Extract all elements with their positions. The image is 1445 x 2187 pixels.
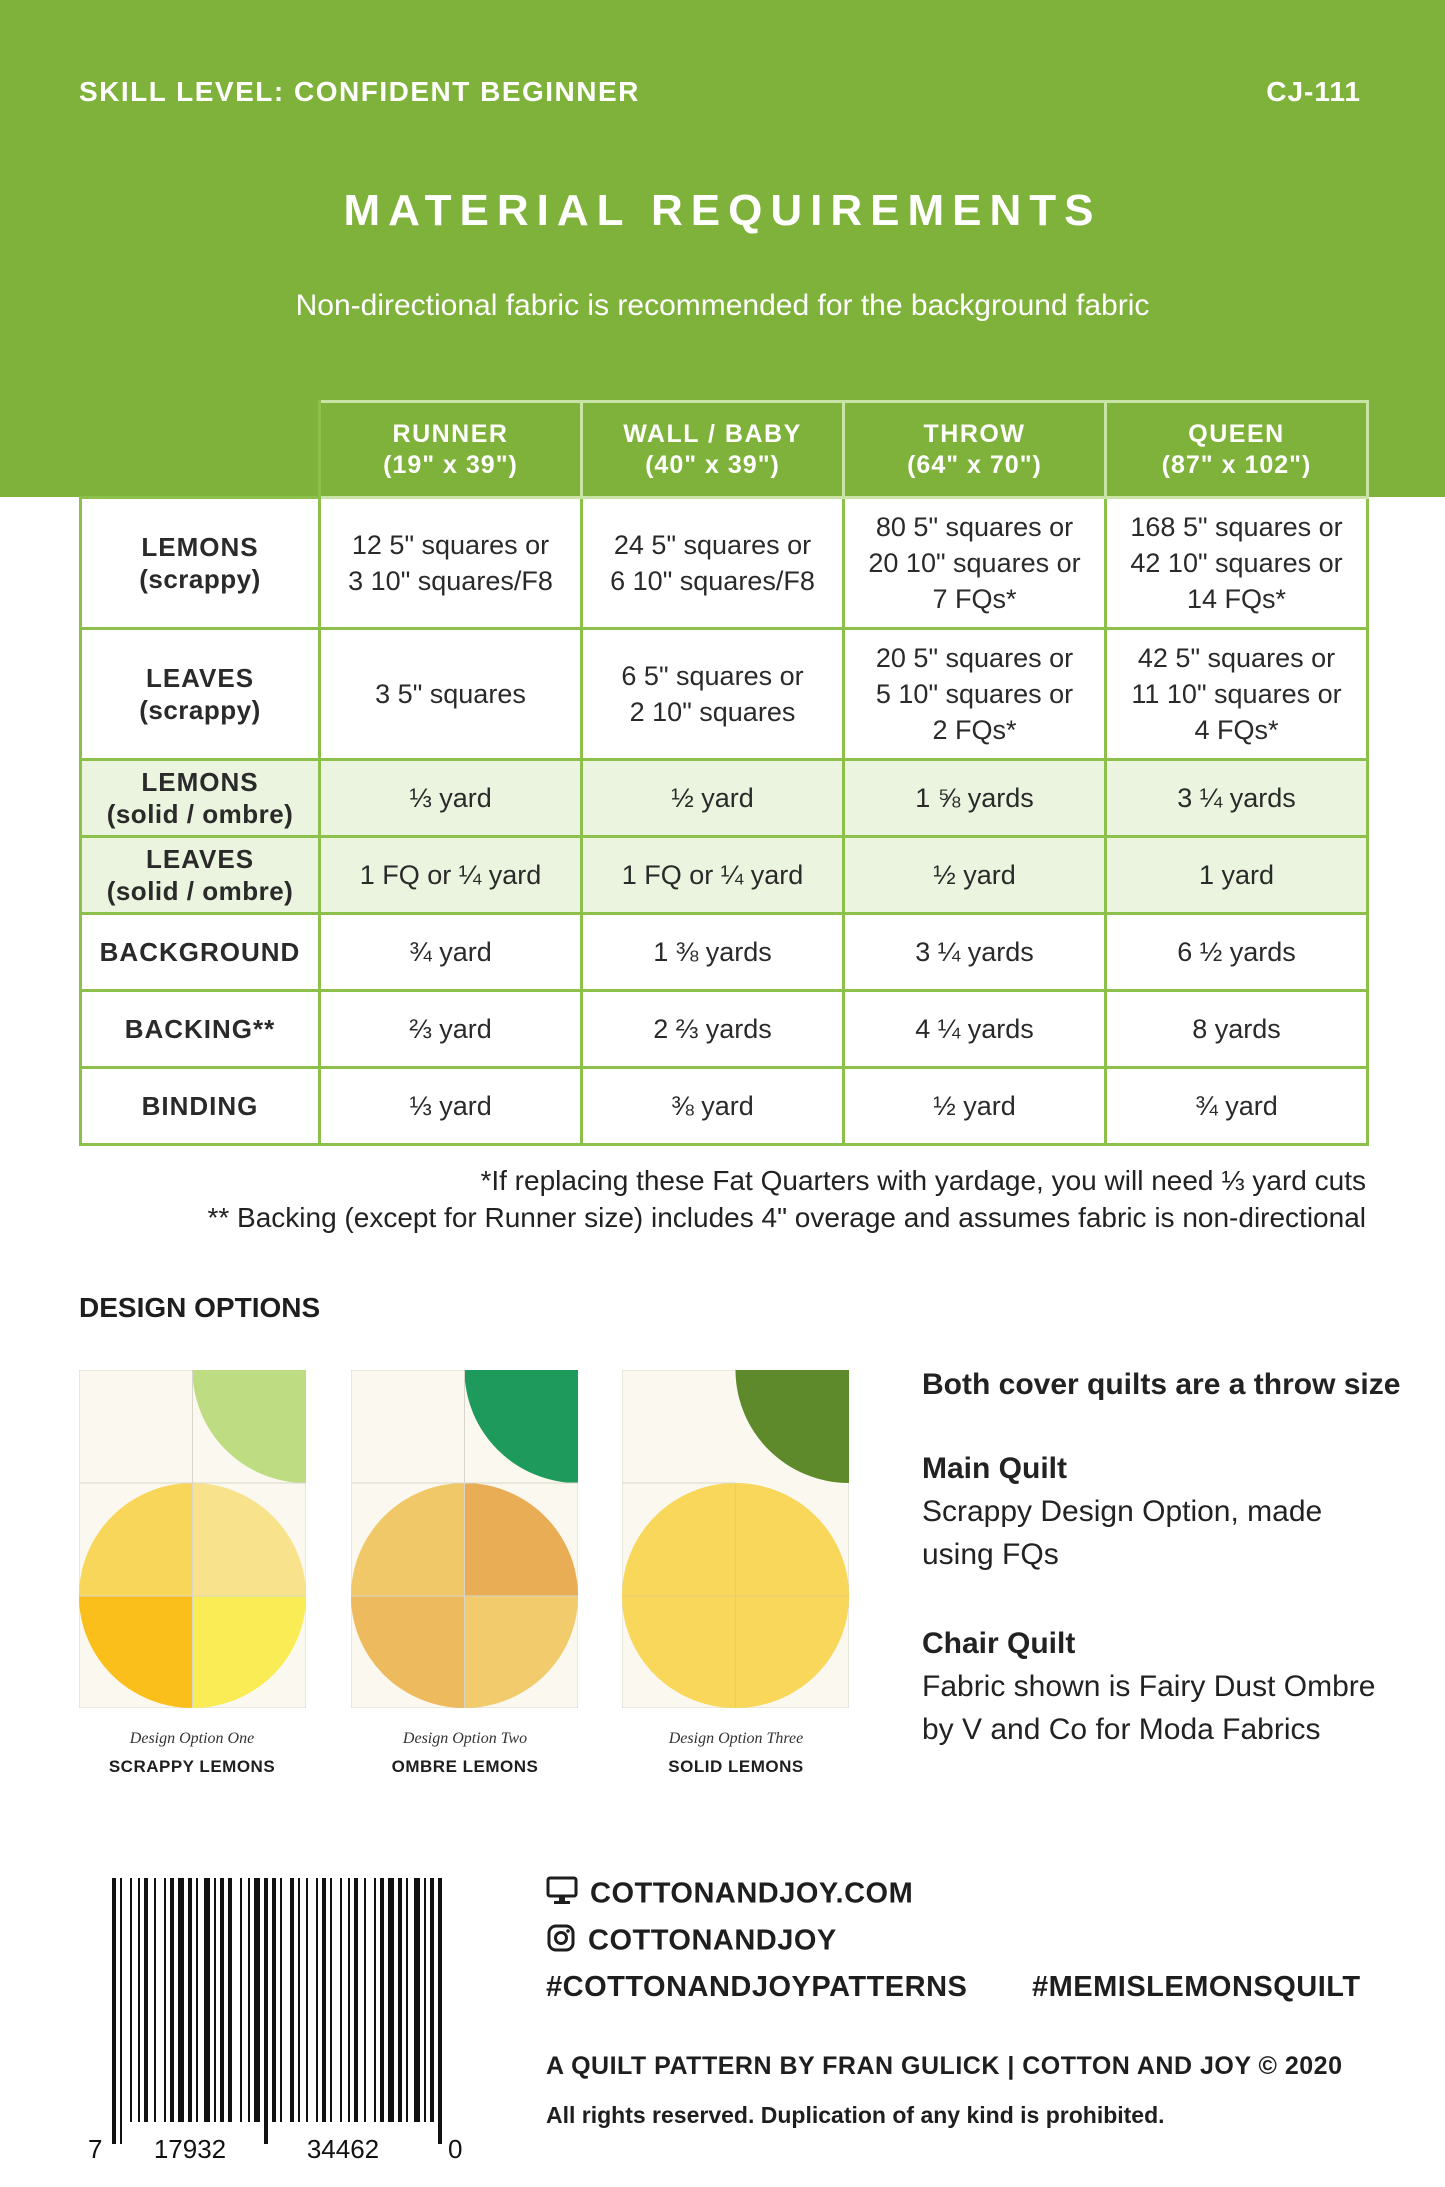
- table-row: [81, 760, 1368, 837]
- barcode-bar: [374, 1878, 376, 2122]
- table-row: [81, 498, 1368, 629]
- table-cell: [844, 991, 1106, 1068]
- barcode-bar: [388, 1878, 394, 2122]
- row-header: [81, 760, 320, 837]
- barcode-bar: [178, 1878, 184, 2122]
- cell-line: ¾ yard: [1195, 1091, 1278, 1121]
- pattern-code: CJ-111: [1266, 76, 1361, 107]
- rights-notice: All rights reserved. Duplication of any kind is prohibited.: [546, 2102, 1165, 2128]
- chair-quilt-line-1: Fabric shown is Fairy Dust Ombre: [922, 1670, 1376, 1703]
- cell-line: 1 FQ or ¼ yard: [621, 860, 804, 890]
- cell-line: 3 5" squares: [375, 679, 526, 709]
- barcode-bar: [348, 1878, 350, 2122]
- cell-line: ⅜ yard: [671, 1091, 754, 1121]
- table-cell: [1106, 837, 1368, 914]
- table-cell: [844, 914, 1106, 991]
- cell-line: 1 ⅜ yards: [653, 937, 772, 967]
- barcode-bar: [438, 1878, 442, 2144]
- row-label: BACKING**: [124, 1014, 276, 1044]
- cell-line: 6 5" squares or: [621, 661, 804, 691]
- hashtag-patterns: #COTTONANDJOYPATTERNS: [546, 1971, 968, 2003]
- table-cell: [844, 760, 1106, 837]
- barcode: [78, 1876, 478, 2166]
- row-sublabel: (scrappy): [139, 695, 261, 725]
- caption-option-one: [57, 1730, 327, 1777]
- cell-line: 8 yards: [1192, 1014, 1281, 1044]
- barcode-bar: [130, 1878, 132, 2122]
- caption-option-three-label: Design Option Three: [668, 1730, 804, 1747]
- cell-line: 11 10" squares or: [1131, 679, 1342, 709]
- table-cell: [320, 629, 582, 760]
- website-link[interactable]: [546, 1876, 913, 1914]
- cell-line: 2 FQs*: [932, 715, 1017, 745]
- cell-line: 42 5" squares or: [1137, 643, 1336, 673]
- cell-line: ½ yard: [933, 860, 1016, 890]
- pattern-credit: A QUILT PATTERN BY FRAN GULICK | COTTON AND JOY © 2020: [546, 2052, 1343, 2080]
- page-subtitle: Non-directional fabric is recommended for the background fabric: [295, 289, 1150, 322]
- row-sublabel: (scrappy): [139, 564, 261, 594]
- barcode-bar: [204, 1878, 210, 2122]
- cell-line: ½ yard: [933, 1091, 1016, 1121]
- cell-line: 1 ⅝ yards: [915, 783, 1034, 813]
- cell-line: ½ yard: [671, 783, 754, 813]
- row-header: [81, 629, 320, 760]
- barcode-bar: [280, 1878, 282, 2122]
- main-quilt-line-1: Scrappy Design Option, made: [922, 1495, 1323, 1528]
- table-cell: [582, 991, 844, 1068]
- barcode-bar: [248, 1878, 250, 2122]
- table-cell: [582, 629, 844, 760]
- barcode-bar: [264, 1878, 268, 2144]
- quilt-ombre-lemons: [351, 1370, 578, 1708]
- chair-quilt-title: Chair Quilt: [922, 1627, 1076, 1660]
- barcode-digit-2: 0: [448, 2134, 463, 2164]
- row-label: LEMONS: [141, 532, 259, 562]
- cell-line: 168 5" squares or: [1130, 512, 1343, 542]
- design-options-heading: DESIGN OPTIONS: [79, 1292, 321, 1323]
- cell-line: 3 10" squares/F8: [348, 566, 553, 596]
- barcode-bar: [322, 1878, 326, 2122]
- barcode-bar: [138, 1878, 140, 2122]
- barcode-bar: [298, 1878, 300, 2122]
- cell-line: 4 ¼ yards: [915, 1014, 1034, 1044]
- table-cell: [1106, 991, 1368, 1068]
- row-header: [81, 991, 320, 1068]
- barcode-bar: [406, 1878, 408, 2122]
- cell-line: 80 5" squares or: [875, 512, 1074, 542]
- table-cell: [1106, 1068, 1368, 1145]
- instagram-link[interactable]: [546, 1923, 837, 1961]
- main-quilt-title: Main Quilt: [922, 1452, 1067, 1485]
- row-label: BACKGROUND: [99, 937, 301, 967]
- barcode-bar: [430, 1878, 434, 2122]
- table-cell: [320, 760, 582, 837]
- table-cell: [844, 498, 1106, 629]
- table-cell: [320, 498, 582, 629]
- barcode-bar: [316, 1878, 318, 2122]
- column-dimensions: (64" x 70"): [907, 450, 1042, 479]
- table-cell: [582, 498, 844, 629]
- table-cell: [582, 914, 844, 991]
- footnote-fat-quarters: *If replacing these Fat Quarters with yardage, you will need ⅓ yard cuts: [480, 1165, 1366, 1196]
- barcode-bar: [196, 1878, 198, 2122]
- column-name: THROW: [923, 419, 1026, 448]
- caption-option-three-name: SOLID LEMONS: [668, 1757, 804, 1776]
- row-header: [81, 837, 320, 914]
- cell-line: 2 ⅔ yards: [653, 1014, 772, 1044]
- row-header: [81, 1068, 320, 1145]
- row-label: BINDING: [141, 1091, 259, 1121]
- table-cell: [582, 1068, 844, 1145]
- table-cell: [1106, 914, 1368, 991]
- hashtag-quilt: #MEMISLEMONSQUILT: [1032, 1971, 1361, 2003]
- barcode-bar: [144, 1878, 148, 2122]
- table-row: [81, 914, 1368, 991]
- table-cell: [844, 1068, 1106, 1145]
- column-header: [844, 402, 1106, 498]
- barcode-bar: [340, 1878, 342, 2122]
- monitor-icon: [546, 1876, 578, 1914]
- website-text[interactable]: COTTONANDJOY.COM: [590, 1877, 914, 1910]
- table-row: [81, 837, 1368, 914]
- row-label: LEMONS: [141, 767, 259, 797]
- caption-option-two-label: Design Option Two: [402, 1730, 528, 1747]
- table-cell: [582, 837, 844, 914]
- caption-option-two: [330, 1730, 600, 1777]
- cell-line: 20 10" squares or: [868, 548, 1081, 578]
- cell-line: 3 ¼ yards: [915, 937, 1034, 967]
- table-cell: [844, 629, 1106, 760]
- row-sublabel: (solid / ombre): [106, 876, 294, 906]
- table-row: [81, 629, 1368, 760]
- caption-option-one-name: SCRAPPY LEMONS: [108, 1757, 276, 1776]
- barcode-bar: [424, 1878, 426, 2122]
- barcode-bar: [414, 1878, 420, 2122]
- cell-line: 3 ¼ yards: [1177, 783, 1296, 813]
- barcode-bar: [380, 1878, 384, 2122]
- barcode-bar: [188, 1878, 192, 2122]
- table-cell: [844, 837, 1106, 914]
- barcode-bar: [330, 1878, 332, 2122]
- cell-line: 20 5" squares or: [875, 643, 1074, 673]
- barcode-bar: [214, 1878, 216, 2122]
- cell-line: 7 FQs*: [932, 584, 1017, 614]
- column-name: WALL / BABY: [623, 419, 802, 448]
- caption-option-two-name: OMBRE LEMONS: [391, 1757, 539, 1776]
- caption-option-one-label: Design Option One: [129, 1730, 255, 1747]
- quilt-solid-lemons: [622, 1370, 849, 1708]
- table-cell: [320, 1068, 582, 1145]
- barcode-bar: [364, 1878, 366, 2122]
- cell-line: ⅓ yard: [409, 1091, 492, 1121]
- barcode-bar: [170, 1878, 174, 2122]
- barcode-digit-group-1: 17932: [153, 2134, 227, 2164]
- cell-line: 14 FQs*: [1186, 584, 1287, 614]
- column-header: [320, 402, 582, 498]
- barcode-bar: [228, 1878, 232, 2122]
- skill-level: SKILL LEVEL: CONFIDENT BEGINNER: [79, 76, 640, 107]
- row-sublabel: (solid / ombre): [106, 799, 294, 829]
- instagram-text[interactable]: COTTONANDJOY: [588, 1924, 837, 1957]
- cell-line: 6 10" squares/F8: [610, 566, 815, 596]
- table-cell: [582, 760, 844, 837]
- table-cell: [1106, 760, 1368, 837]
- table-cell: [320, 991, 582, 1068]
- row-label: LEAVES: [145, 663, 255, 693]
- barcode-bar: [120, 1878, 122, 2144]
- table-corner: [81, 402, 320, 498]
- barcode-bar: [240, 1878, 242, 2122]
- column-dimensions: (40" x 39"): [645, 450, 780, 479]
- column-name: QUEEN: [1188, 419, 1285, 448]
- row-header: [81, 914, 320, 991]
- column-dimensions: (19" x 39"): [383, 450, 518, 479]
- barcode-bar: [112, 1878, 116, 2144]
- footnote-backing: ** Backing (except for Runner size) includes 4" overage and assumes fabric is non-directional: [207, 1202, 1366, 1233]
- barcode-bar: [164, 1878, 166, 2122]
- barcode-bar: [290, 1878, 294, 2122]
- cell-line: 2 10" squares: [629, 697, 796, 727]
- cell-line: 42 10" squares or: [1130, 548, 1343, 578]
- cover-quilt-size-note: Both cover quilts are a throw size: [922, 1368, 1401, 1401]
- table-row: [81, 991, 1368, 1068]
- table-row: [81, 1068, 1368, 1145]
- cell-line: 1 FQ or ¼ yard: [359, 860, 542, 890]
- barcode-digit-1: 7: [88, 2134, 103, 2164]
- cell-line: 6 ½ yards: [1177, 937, 1296, 967]
- barcode-bar: [154, 1878, 156, 2122]
- barcode-digit-group-2: 34462: [306, 2134, 380, 2164]
- quilt-scrappy-lemons: [79, 1370, 306, 1708]
- table-header-row: [81, 402, 1368, 498]
- page-title: MATERIAL REQUIREMENTS: [343, 186, 1102, 235]
- table-cell: [1106, 498, 1368, 629]
- column-name: RUNNER: [392, 419, 509, 448]
- row-label: LEAVES: [145, 844, 255, 874]
- instagram-icon: [546, 1923, 576, 1961]
- cell-line: 24 5" squares or: [613, 530, 812, 560]
- cell-line: ¾ yard: [409, 937, 492, 967]
- main-quilt-line-2: using FQs: [922, 1538, 1059, 1571]
- cell-line: 12 5" squares or: [351, 530, 550, 560]
- barcode-bar: [306, 1878, 308, 2122]
- cell-line: ⅔ yard: [409, 1014, 492, 1044]
- table-cell: [320, 914, 582, 991]
- barcode-bar: [398, 1878, 402, 2122]
- barcode-bar: [272, 1878, 276, 2122]
- caption-option-three: [601, 1730, 871, 1777]
- barcode-bar: [220, 1878, 224, 2122]
- cell-line: ⅓ yard: [409, 783, 492, 813]
- cell-line: 4 FQs*: [1194, 715, 1279, 745]
- cell-line: 5 10" squares or: [875, 679, 1074, 709]
- barcode-bar: [354, 1878, 358, 2122]
- chair-quilt-line-2: by V and Co for Moda Fabrics: [922, 1713, 1321, 1746]
- column-header: [1106, 402, 1368, 498]
- column-dimensions: (87" x 102"): [1161, 450, 1312, 479]
- barcode-bar: [254, 1878, 260, 2122]
- row-header: [81, 498, 320, 629]
- table-cell: [1106, 629, 1368, 760]
- cell-line: 1 yard: [1198, 860, 1275, 890]
- material-requirements-table: [79, 400, 1369, 1146]
- table-cell: [320, 837, 582, 914]
- column-header: [582, 402, 844, 498]
